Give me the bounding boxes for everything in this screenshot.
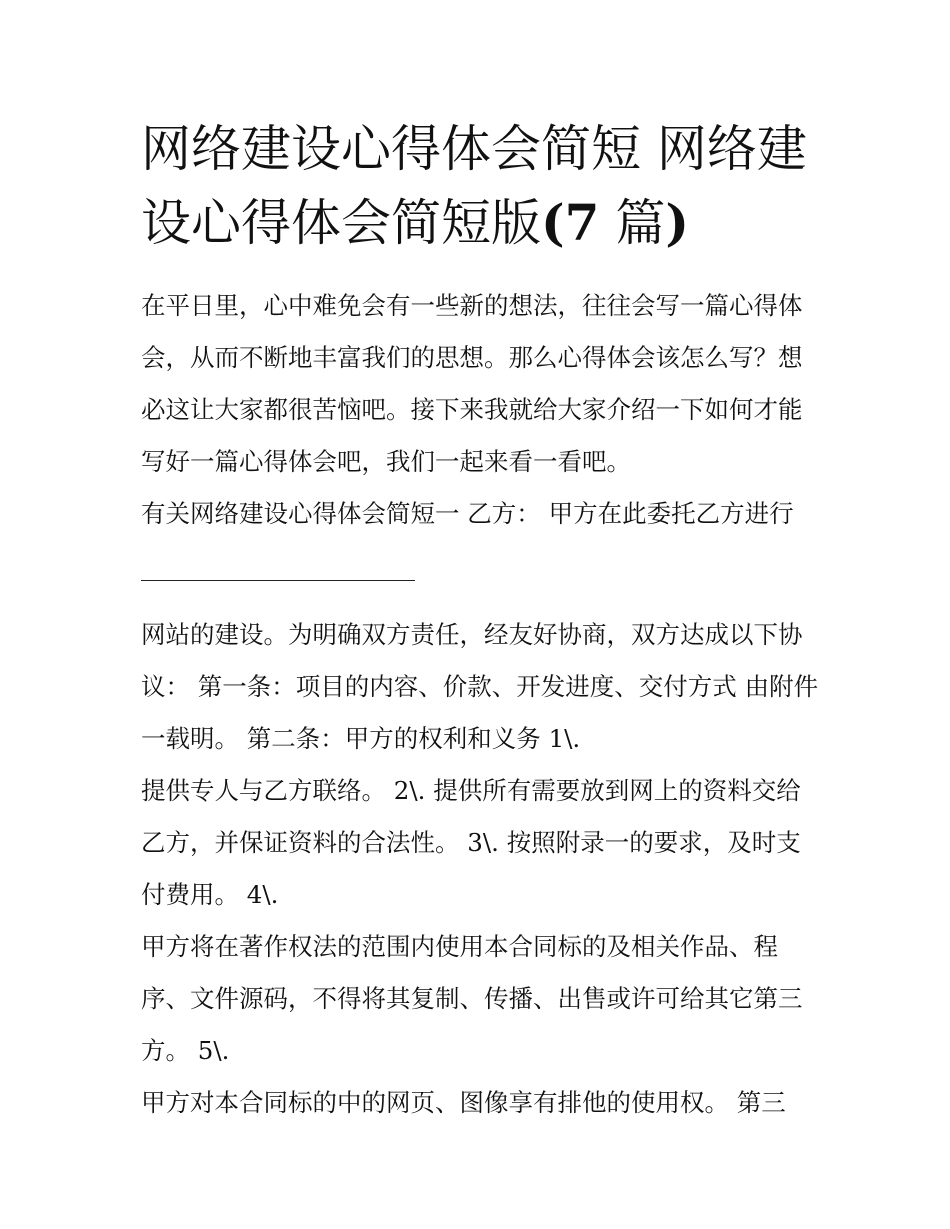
contract-paragraph-1: 网站的建设。为明确双方责任，经友好协商，双方达成以下协议： 第一条：项目的内容、价款、开发进度、交付方式 由附件一载明。 第二条：甲方的权利和义务 1\. <box>141 620 819 753</box>
title-line-2-text: 设心得体会简短版 <box>141 194 541 252</box>
title-line-1: 网络建设心得体会简短 网络建 <box>141 120 807 178</box>
contract-paragraph-2: 提供专人与乙方联络。 2\. 提供所有需要放到网上的资料交给乙方，并保证资料的合法性。 3\. 按照附录一的要求，及时支付费用。 4\. <box>141 776 801 909</box>
fill-in-blank-line <box>141 580 415 581</box>
section-1-lead: 有关网络建设心得体会简短一 乙方： 甲方在此委托乙方进行 <box>141 499 794 528</box>
document-title <box>141 112 821 260</box>
document-page <box>141 112 821 1129</box>
contract-paragraph-4: 甲方对本合同标的中的网页、图像享有排他的使用权。 第三 <box>141 1088 786 1117</box>
title-count-open: (7 <box>541 193 600 252</box>
contract-paragraph-3: 甲方将在著作权法的范围内使用本合同标的及相关作品、程序、文件源码，不得将其复制、传播、出售或许可给其它第三方。 5\. <box>141 932 803 1065</box>
title-count-close: ) <box>665 193 690 252</box>
intro-paragraph: 在平日里，心中难免会有一些新的想法，往往会写一篇心得体会，从而不断地丰富我们的思想。那么心得体会该怎么写？想必这让大家都很苦恼吧。接下来我就给大家介绍一下如何才能写好一篇心得体会吧，我们一起来看一看吧。 <box>141 291 803 476</box>
title-count-unit: 篇 <box>599 194 666 252</box>
